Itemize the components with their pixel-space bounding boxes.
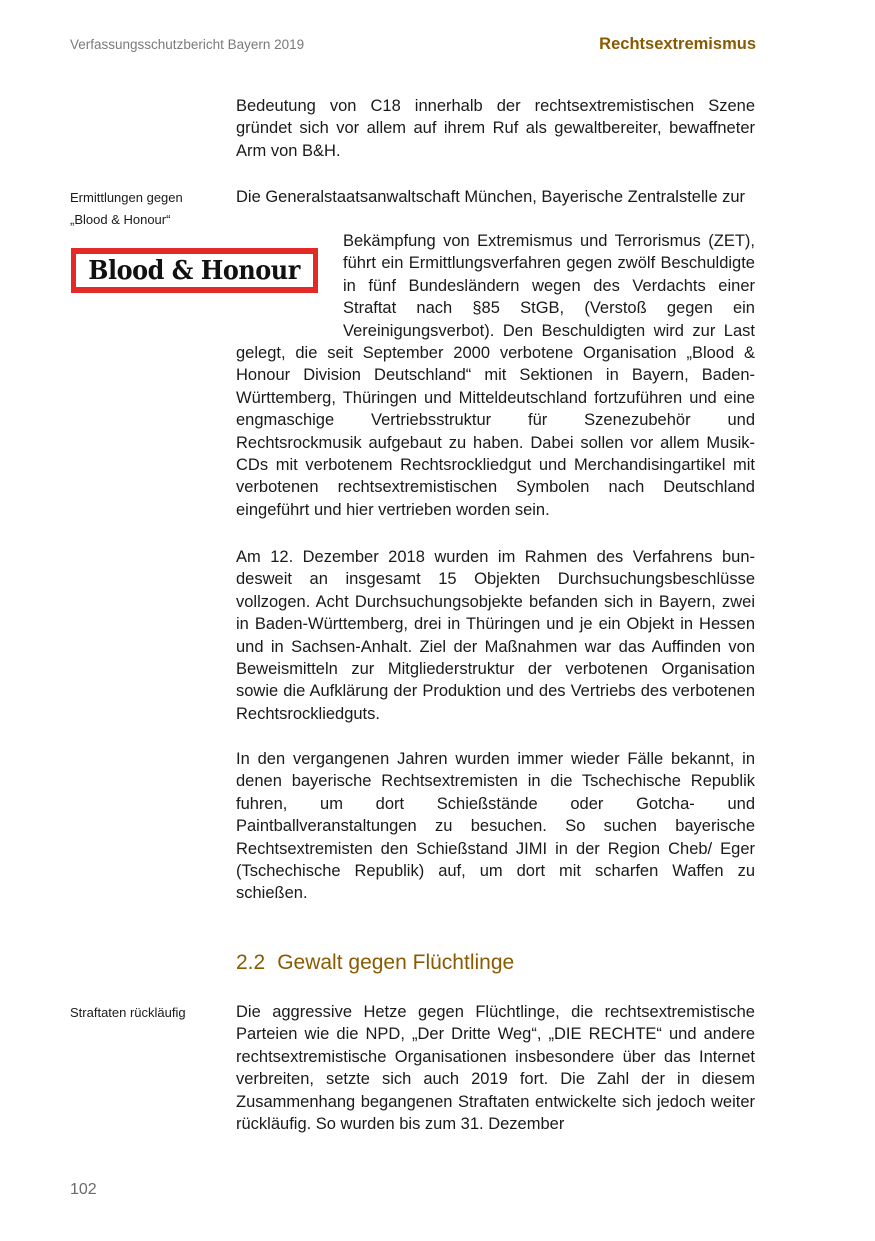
running-header-chapter: Rechtsextremismus (599, 35, 756, 53)
section-number: 2.2 (236, 951, 266, 974)
paragraph-searches-text: Am 12. Dezember 2018 wurden im Rahmen des Verfahrens bundesweit an insgesamt 15 Objekten Durchsuchungsbeschlüsse vollzogen. Acht Durchsuchungsobjekte befanden sich in Bayern, zwei in Baden-Württemberg, drei in Thüringen und je ein Objekt in Hessen und in Sachsen-Anhalt. Ziel der Maßnahmen war das Auffinden von Beweismitteln zur Mitgliederstruktur der verbotenen Organisation sowie die Aufklärung der Produktion und des Vertriebs des verbotenen Rechtsrockliedguts. (236, 548, 755, 723)
margin-note-declining: Straftaten rückläufig (70, 1005, 186, 1020)
running-header-title: Verfassungsschutzbericht Bayern 2019 (70, 37, 305, 52)
margin-note-investigations (70, 187, 183, 231)
page-number: 102 (70, 1181, 97, 1198)
paragraph-c18-text: Bedeutung von C18 innerhalb der rechtsextremistischen Szene gründet sich vor allem auf ihrem Ruf als gewaltbereiter, bewaffneter Arm von B&H. (236, 97, 755, 160)
logo-lettering: Blood & Honour (88, 255, 301, 286)
margin-note-investigations-line1: Ermittlungen gegen (70, 190, 183, 205)
paragraph-shooting-ranges-text: In den vergangenen Jahren wurden immer wieder Fälle bekannt, in denen bayerische Rechtsextremisten in die Tschechische Republik fuhren, um dort Schießstände oder Gotcha- und Paintballveranstaltungen zu besuchen. So suchen bayerische Rechtsextremisten den Schießstand JIMI in der Region Cheb/ Eger (Tschechische Republik) auf, um dort mit scharfen Waffen zu schießen. (236, 750, 755, 903)
paragraph-investigation-lead: Die Generalstaatsanwaltschaft München, Bayerische Zentralstelle zur (236, 188, 745, 206)
paragraph-investigation (236, 186, 755, 208)
paragraph-searches (236, 546, 755, 725)
logo-wrap-space (236, 230, 343, 320)
paragraph-investigation-body (236, 230, 755, 521)
section-title: Gewalt gegen Flüchtlinge (277, 951, 515, 974)
paragraph-refugees-text: Die aggressive Hetze gegen Flüchtlinge, die rechtsextremistische Parteien wie die NPD, „Der Dritte Weg“, „DIE RECHTE“ und andere rechtsextremistische Organisationen insbesondere über das Internet verbreiten, setzte sich auch 2019 fort. Die Zahl der in diesem Zusammenhang begangenen Straftaten entwickelte sich jedoch weiter rückläufig. So wurden bis zum 31. Dezember (236, 1003, 755, 1134)
paragraph-c18 (236, 95, 755, 162)
paragraph-investigation-text: Bekämpfung von Extremismus und Terrorismus (ZET), führt ein Ermittlungsverfahren gegen zwölf Beschuldigte in fünf Bundesländern wegen des Verdachts einer Straftat nach §85 StGB, (Verstoß gegen ein Vereinigungsverbot). Den Beschuldigten wird zur Last gelegt, die seit September 2000 verbotene Organisation „Blood & Honour Division Deutschland“ mit Sektionen in Bayern, Baden-Württemberg, Thüringen und Mitteldeutschland fortzuführen und eine engmaschige Vertriebsstruktur für Szenezubehör und Rechtsrockmusik aufgebaut zu haben. Dabei sollen vor allem Musik-CDs mit verbotenem Rechtsrockliedgut und Merchandisingartikel mit verbotenen rechtsextremistischen Symbolen nach Deutschland eingeführt und hier vertrieben worden sein. (236, 232, 755, 519)
section-heading (236, 951, 514, 975)
paragraph-shooting-ranges (236, 748, 755, 905)
margin-note-investigations-line2: „Blood & Honour“ (70, 212, 171, 227)
paragraph-refugees (236, 1001, 755, 1135)
